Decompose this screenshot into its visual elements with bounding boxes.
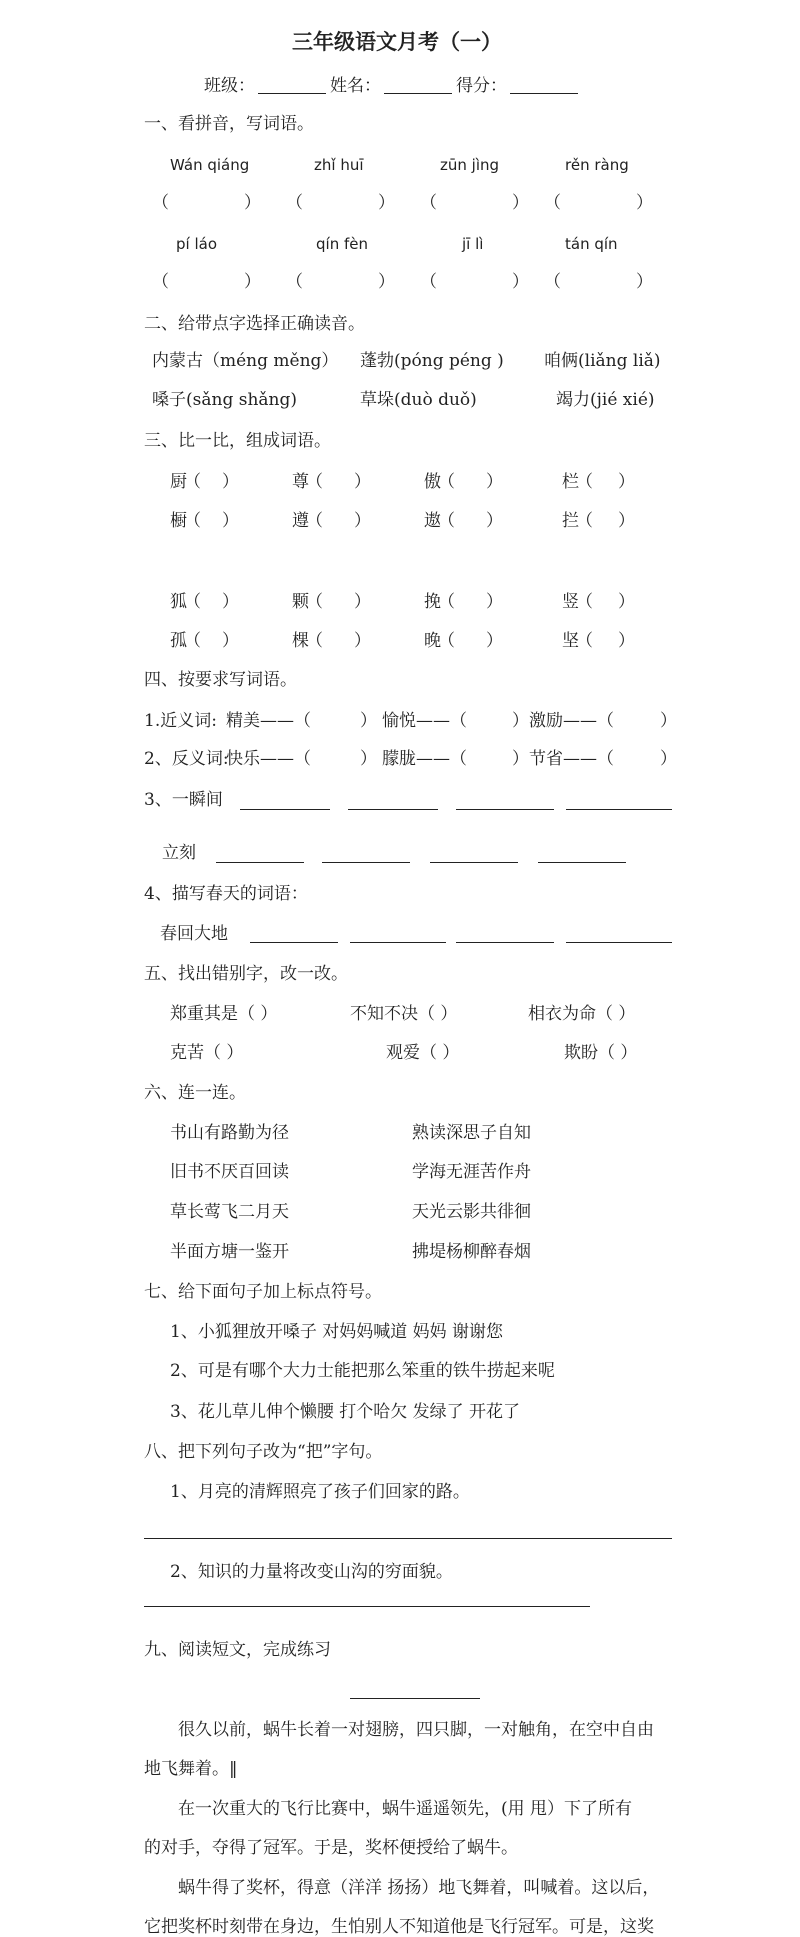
score-blank[interactable] <box>510 93 578 94</box>
answer-blank[interactable] <box>566 809 672 810</box>
answer-paren-close: ） <box>512 272 529 292</box>
typo-item[interactable]: 克苦（ ） <box>170 1043 244 1063</box>
compare-char: 傲 <box>424 472 441 492</box>
antonym-part: ） <box>660 749 677 769</box>
answer-paren-open[interactable]: （ <box>152 272 169 292</box>
synonym-part[interactable]: 精美——（ <box>226 711 311 731</box>
passage-line: 很久以前，蜗牛长着一对翅膀，四只脚，一对触角，在空中自由 <box>178 1720 654 1740</box>
answer-paren-open[interactable]: （ <box>576 592 593 612</box>
answer-paren-open[interactable]: （ <box>286 272 303 292</box>
typo-item[interactable]: 欺盼（ ） <box>564 1043 638 1063</box>
reading-choice-item[interactable]: 竭力(jié xié) <box>556 390 655 410</box>
match-left-item[interactable]: 旧书不厌百回读 <box>170 1162 289 1182</box>
item-4b-label: 春回大地 <box>160 924 228 944</box>
answer-blank[interactable] <box>348 809 438 810</box>
match-left-item[interactable]: 草长莺飞二月天 <box>170 1202 289 1222</box>
answer-blank[interactable] <box>538 862 626 863</box>
answer-paren-close: ） <box>222 631 239 651</box>
answer-paren-close: ） <box>618 472 635 492</box>
answer-paren-open[interactable]: （ <box>576 472 593 492</box>
answer-paren-close: ） <box>486 631 503 651</box>
ba-sentence: 2、知识的力量将改变山沟的穷面貌。 <box>170 1562 453 1582</box>
answer-paren-open[interactable]: （ <box>184 631 201 651</box>
typo-item[interactable]: 相衣为命（ ） <box>528 1004 636 1024</box>
answer-paren-close: ） <box>378 193 395 213</box>
compare-char: 尊 <box>292 472 309 492</box>
synonym-part: ） <box>360 711 377 731</box>
section-3-heading: 三、比一比，组成词语。 <box>144 431 331 451</box>
answer-paren-open[interactable]: （ <box>544 193 561 213</box>
compare-char: 厨 <box>170 472 187 492</box>
answer-paren-open[interactable]: （ <box>438 472 455 492</box>
passage-line: 它把奖杯时刻带在身边，生怕别人不知道他是飞行冠军。可是，这奖 <box>144 1917 654 1937</box>
answer-paren-open[interactable]: （ <box>306 511 323 531</box>
answer-paren-close: ） <box>354 472 371 492</box>
answer-paren-close: ） <box>244 272 261 292</box>
item-3-label: 3、一瞬间 <box>144 790 223 810</box>
answer-blank[interactable] <box>216 862 304 863</box>
answer-paren-open[interactable]: （ <box>306 472 323 492</box>
reading-choice-item[interactable]: 咱俩(liǎng liǎ) <box>544 351 661 371</box>
antonym-part: ） <box>360 749 377 769</box>
match-right-item[interactable]: 拂堤杨柳醉春烟 <box>412 1242 531 1262</box>
match-right-item[interactable]: 学海无涯苦作舟 <box>412 1162 531 1182</box>
answer-paren-open[interactable]: （ <box>306 631 323 651</box>
answer-paren-open[interactable]: （ <box>420 272 437 292</box>
antonym-part[interactable]: 快乐——（ <box>226 749 311 769</box>
answer-paren-close: ） <box>222 511 239 531</box>
compare-char: 棵 <box>292 631 309 651</box>
section-1-heading: 一、看拼音，写词语。 <box>144 114 314 134</box>
answer-paren-close: ） <box>486 511 503 531</box>
name-label: 姓名： <box>330 76 381 96</box>
compare-char: 狐 <box>170 592 187 612</box>
match-right-item[interactable]: 熟读深思子自知 <box>412 1123 531 1143</box>
score-label: 得分： <box>456 76 507 96</box>
answer-blank[interactable] <box>322 862 410 863</box>
compare-char: 橱 <box>170 511 187 531</box>
pinyin-item: zhǐ huī <box>314 156 364 174</box>
compare-char: 挽 <box>424 592 441 612</box>
section-5-heading: 五、找出错别字，改一改。 <box>144 964 348 984</box>
synonym-part[interactable]: ）激励——（ <box>512 711 614 731</box>
section-6-heading: 六、连一连。 <box>144 1083 246 1103</box>
answer-paren-open[interactable]: （ <box>184 511 201 531</box>
antonym-part[interactable]: 朦胧——（ <box>382 749 467 769</box>
compare-char: 拦 <box>562 511 579 531</box>
punctuation-sentence[interactable]: 2、可是有哪个大力士能把那么笨重的铁牛捞起来呢 <box>170 1361 555 1381</box>
answer-paren-close: ） <box>618 631 635 651</box>
answer-line[interactable] <box>144 1606 590 1607</box>
compare-char: 栏 <box>562 472 579 492</box>
answer-paren-open[interactable]: （ <box>438 511 455 531</box>
typo-item[interactable]: 观爱（ ） <box>386 1043 460 1063</box>
answer-paren-open[interactable]: （ <box>184 592 201 612</box>
class-blank[interactable] <box>258 93 326 94</box>
reading-choice-item[interactable]: 嗓子(sǎng shǎng) <box>152 390 297 410</box>
synonym-label: 1.近义词: <box>144 711 217 731</box>
page-title: 三年级语文月考（一） <box>292 29 502 54</box>
answer-paren-open[interactable]: （ <box>286 193 303 213</box>
answer-paren-close: ） <box>354 631 371 651</box>
answer-paren-close: ） <box>354 592 371 612</box>
name-blank[interactable] <box>384 93 452 94</box>
answer-blank[interactable] <box>350 942 446 943</box>
antonym-label: 2、反义词: <box>144 749 229 769</box>
pinyin-item: rěn ràng <box>565 156 629 174</box>
answer-line[interactable] <box>144 1538 672 1539</box>
compare-char: 颗 <box>292 592 309 612</box>
section-8-heading: 八、把下列句子改为“把”字句。 <box>144 1442 383 1462</box>
answer-paren-close: ） <box>636 272 653 292</box>
passage-line: 的对手，夺得了冠军。于是，奖杯便授给了蜗牛。 <box>144 1838 518 1858</box>
answer-paren-open[interactable]: （ <box>438 592 455 612</box>
answer-blank[interactable] <box>566 942 672 943</box>
answer-paren-close: ） <box>354 511 371 531</box>
answer-blank[interactable] <box>456 942 554 943</box>
pinyin-item: zūn jìng <box>440 156 500 174</box>
section-9-heading: 九、阅读短文，完成练习 <box>144 1640 331 1660</box>
answer-blank[interactable] <box>250 942 338 943</box>
passage-line: 在一次重大的飞行比赛中，蜗牛遥遥领先，(用 甩）下了所有 <box>178 1799 633 1819</box>
answer-paren-close: ） <box>636 193 653 213</box>
answer-paren-close: ） <box>222 592 239 612</box>
section-2-heading: 二、给带点字选择正确读音。 <box>144 314 365 334</box>
compare-char: 晚 <box>424 631 441 651</box>
typo-item[interactable]: 郑重其是（ ） <box>170 1004 278 1024</box>
answer-blank[interactable] <box>456 809 554 810</box>
answer-paren-close: ） <box>618 511 635 531</box>
answer-paren-open[interactable]: （ <box>576 631 593 651</box>
passage-title-blank[interactable] <box>350 1698 480 1699</box>
pinyin-item: qín fèn <box>316 235 368 253</box>
ba-sentence: 1、月亮的清辉照亮了孩子们回家的路。 <box>170 1482 470 1502</box>
reading-choice-item[interactable]: 内蒙古（méng měng） <box>152 351 339 371</box>
pinyin-item: jī lì <box>462 235 484 253</box>
compare-char: 遨 <box>424 511 441 531</box>
answer-paren-open[interactable]: （ <box>544 272 561 292</box>
item-3b-label: 立刻 <box>162 843 196 863</box>
answer-blank[interactable] <box>240 809 330 810</box>
match-left-item[interactable]: 书山有路勤为径 <box>170 1123 289 1143</box>
answer-paren-open[interactable]: （ <box>184 472 201 492</box>
match-right-item[interactable]: 天光云影共徘徊 <box>412 1202 531 1222</box>
typo-item[interactable]: 不知不决（ ） <box>350 1004 458 1024</box>
punctuation-sentence[interactable]: 1、小狐狸放开嗓子 对妈妈喊道 妈妈 谢谢您 <box>170 1322 504 1342</box>
answer-paren-close: ） <box>618 592 635 612</box>
match-left-item[interactable]: 半面方塘一鉴开 <box>170 1242 289 1262</box>
answer-paren-close: ） <box>222 472 239 492</box>
pinyin-item: tán qín <box>565 235 618 253</box>
answer-paren-open[interactable]: （ <box>306 592 323 612</box>
compare-char: 竖 <box>562 592 579 612</box>
compare-char: 孤 <box>170 631 187 651</box>
answer-blank[interactable] <box>430 862 518 863</box>
answer-paren-close: ） <box>512 193 529 213</box>
answer-paren-open[interactable]: （ <box>152 193 169 213</box>
section-7-heading: 七、给下面句子加上标点符号。 <box>144 1282 382 1302</box>
section-4-heading: 四、按要求写词语。 <box>144 670 297 690</box>
punctuation-sentence[interactable]: 3、花儿草儿伸个懒腰 打个哈欠 发绿了 开花了 <box>170 1402 521 1422</box>
compare-char: 遵 <box>292 511 309 531</box>
compare-char: 坚 <box>562 631 579 651</box>
answer-paren-close: ） <box>244 193 261 213</box>
reading-choice-item[interactable]: 蓬勃(póng péng ) <box>360 351 504 371</box>
class-label: 班级： <box>204 76 255 96</box>
answer-paren-close: ） <box>486 592 503 612</box>
passage-line: 蜗牛得了奖杯，得意（洋洋 扬扬）地飞舞着，叫喊着。这以后， <box>178 1878 660 1898</box>
passage-line: 地飞舞着。‖ <box>144 1759 238 1779</box>
reading-choice-item[interactable]: 草垛(duò duǒ) <box>360 390 477 410</box>
item-4-label: 4、描写春天的词语： <box>144 884 308 904</box>
antonym-part[interactable]: ）节省——（ <box>512 749 614 769</box>
synonym-part: ） <box>660 711 677 731</box>
pinyin-item: pí láo <box>176 235 217 253</box>
answer-paren-close: ） <box>378 272 395 292</box>
answer-paren-open[interactable]: （ <box>420 193 437 213</box>
pinyin-item: Wán qiáng <box>170 156 250 174</box>
answer-paren-open[interactable]: （ <box>576 511 593 531</box>
synonym-part[interactable]: 愉悦——（ <box>382 711 467 731</box>
answer-paren-close: ） <box>486 472 503 492</box>
answer-paren-open[interactable]: （ <box>438 631 455 651</box>
